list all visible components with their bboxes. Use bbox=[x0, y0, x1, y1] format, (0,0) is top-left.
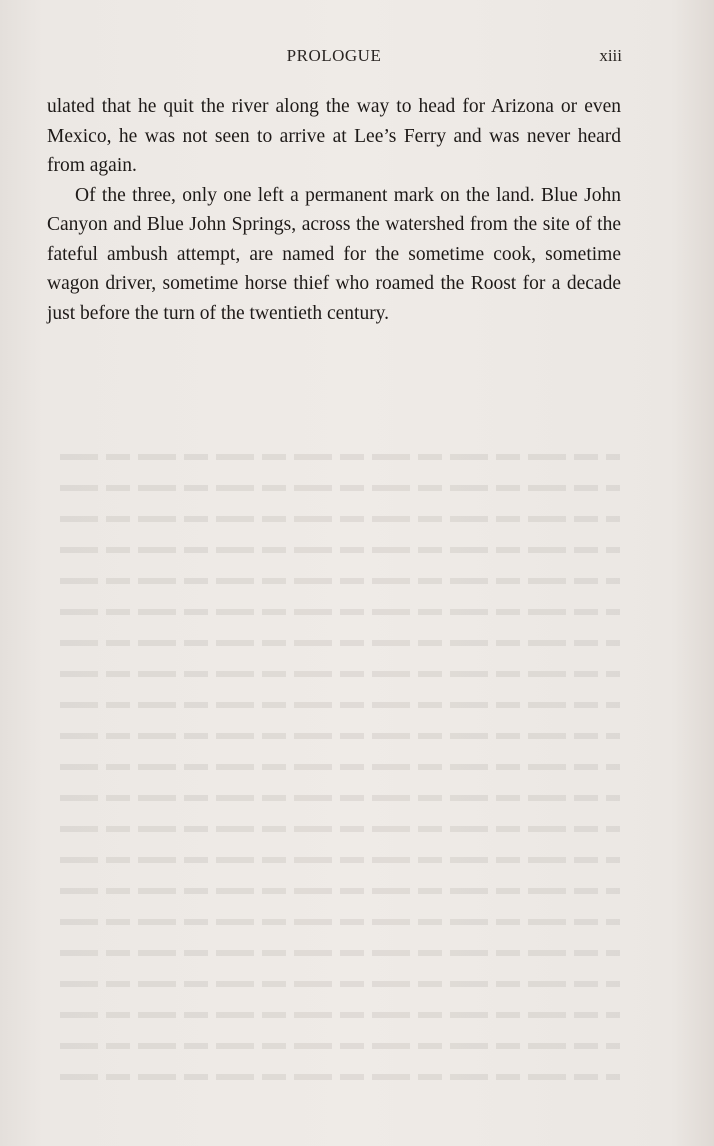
paragraph: ulated that he quit the river along the way to head for Arizona or even Mexico, he was not seen to arrive at Lee’s Ferry and was never heard from again. bbox=[47, 96, 621, 176]
show-through-texture bbox=[40, 440, 640, 1100]
running-head bbox=[0, 46, 714, 70]
page-number: xiii bbox=[599, 46, 622, 65]
paragraph: Of the three, only one left a permanent mark on the land. Blue John Canyon and Blue John Springs, across the watershed from the site of the fateful ambush attempt, are named for the sometime cook, sometime wagon driver, sometime horse thief who roamed the Roost for a decade just before the turn of the twentieth century. bbox=[47, 184, 621, 324]
chapter-title: PROLOGUE bbox=[286, 46, 382, 65]
body-text bbox=[47, 92, 621, 328]
